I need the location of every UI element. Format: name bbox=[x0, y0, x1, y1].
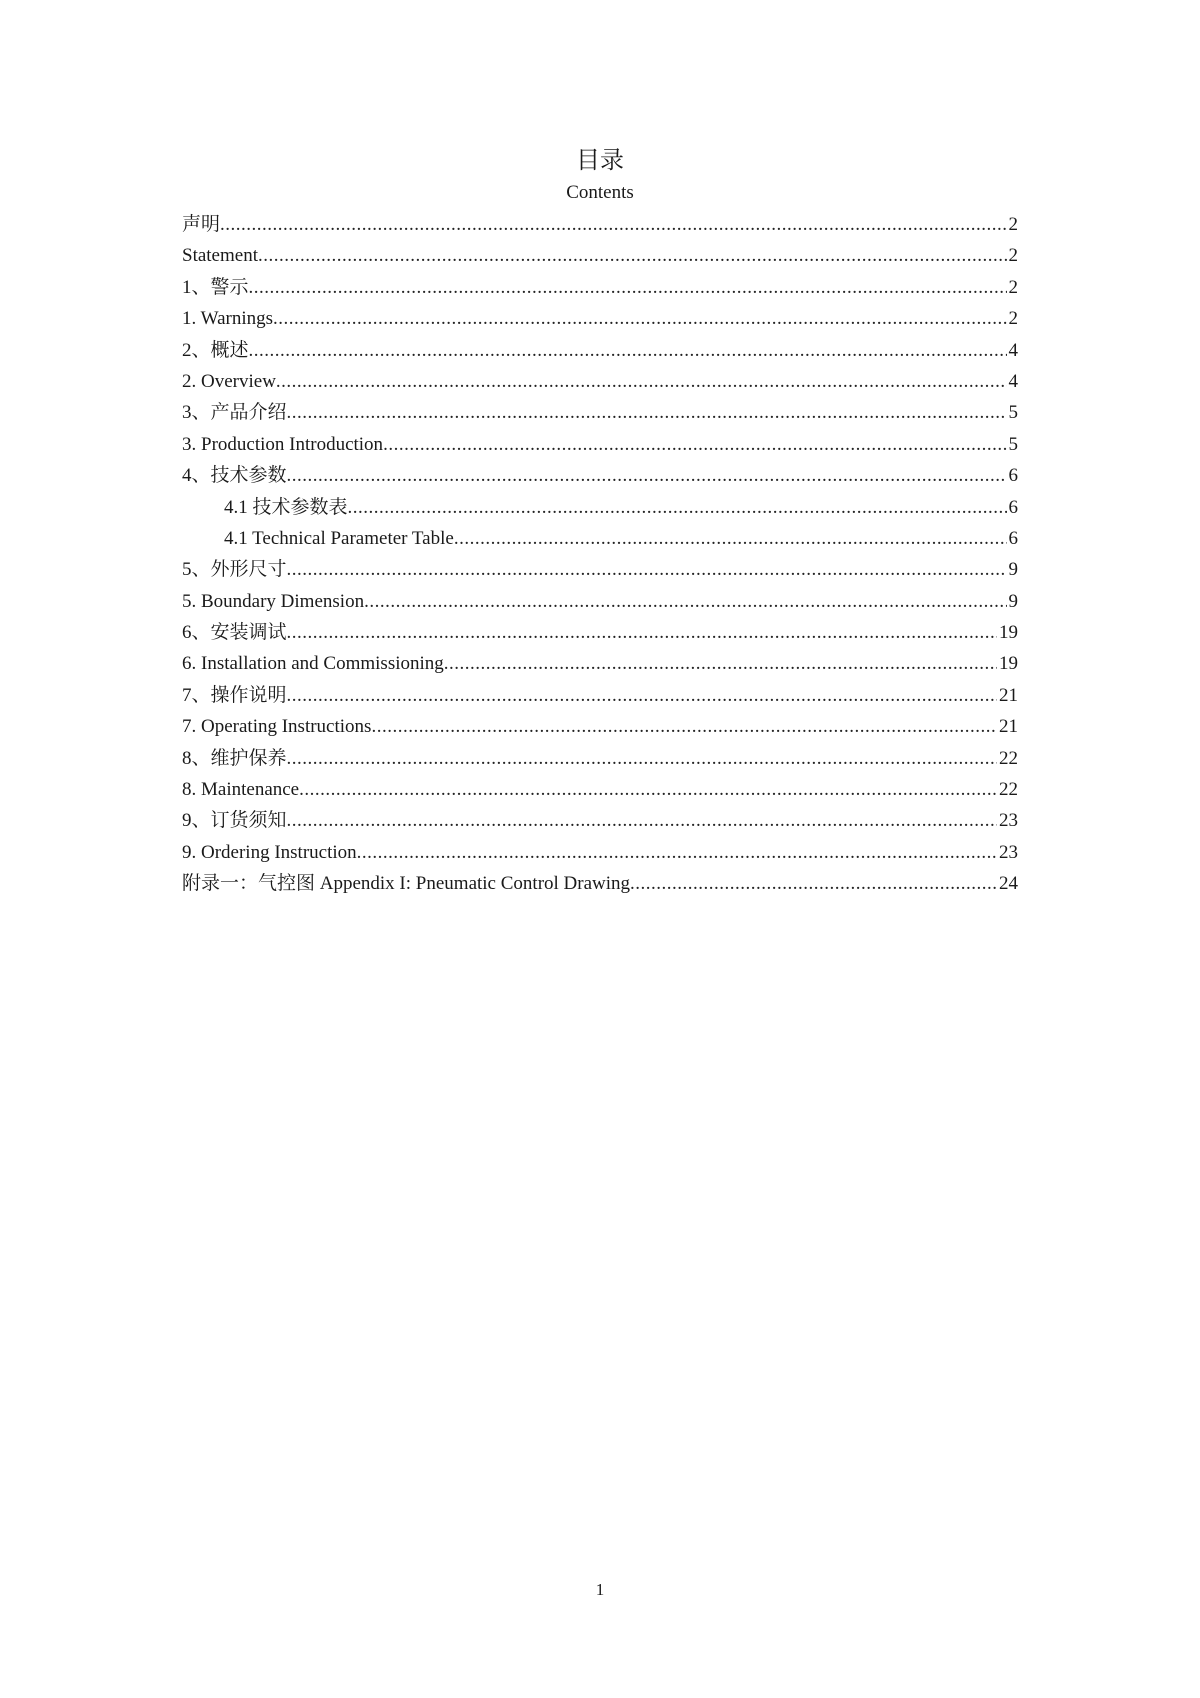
toc-dot-leader bbox=[287, 462, 1007, 490]
toc-entry[interactable] bbox=[182, 650, 1018, 681]
toc-entry[interactable] bbox=[182, 399, 1018, 430]
toc-entry[interactable] bbox=[182, 274, 1018, 305]
toc-entry-label: 7、操作说明 bbox=[182, 684, 287, 706]
toc-entry[interactable] bbox=[182, 242, 1018, 273]
toc-entry-page: 23 bbox=[999, 810, 1018, 832]
toc-entry[interactable] bbox=[182, 337, 1018, 368]
toc-entry[interactable] bbox=[182, 211, 1018, 242]
toc-entry-label: 9、订货须知 bbox=[182, 810, 287, 832]
toc-entry-page: 4 bbox=[1008, 370, 1018, 392]
toc-entry[interactable] bbox=[182, 556, 1018, 587]
toc-dot-leader bbox=[630, 870, 997, 898]
toc-entry-label: 8. Maintenance bbox=[182, 779, 300, 801]
toc-entry-page: 9 bbox=[1008, 559, 1018, 581]
toc-entry-label: 2、概述 bbox=[182, 339, 249, 361]
toc-entry-page: 21 bbox=[999, 716, 1018, 738]
toc-dot-leader bbox=[357, 839, 997, 867]
toc-entry-label: 3. Production Introduction bbox=[182, 433, 384, 455]
toc-entry[interactable] bbox=[182, 839, 1018, 870]
toc-entry-page: 4 bbox=[1008, 339, 1018, 361]
table-of-contents bbox=[182, 211, 1018, 902]
page-title-cn: 目录 bbox=[576, 148, 624, 174]
toc-dot-leader bbox=[287, 807, 997, 835]
toc-entry-page: 19 bbox=[999, 622, 1018, 644]
toc-dot-leader bbox=[276, 368, 1007, 396]
toc-entry[interactable] bbox=[182, 431, 1018, 462]
toc-entry-label: 8、维护保养 bbox=[182, 747, 287, 769]
toc-entry-page: 19 bbox=[999, 653, 1018, 675]
toc-entry[interactable] bbox=[182, 870, 1018, 901]
toc-entry-page: 6 bbox=[1008, 496, 1018, 518]
toc-entry-label: 5、外形尺寸 bbox=[182, 559, 287, 581]
toc-entry[interactable] bbox=[182, 776, 1018, 807]
toc-entry[interactable] bbox=[182, 588, 1018, 619]
toc-dot-leader bbox=[287, 682, 997, 710]
toc-entry-label: 声明 bbox=[182, 214, 221, 235]
toc-entry-page: 22 bbox=[999, 779, 1018, 801]
toc-entry-page: 2 bbox=[1008, 245, 1018, 267]
toc-entry-label: 2. Overview bbox=[182, 370, 276, 392]
toc-dot-leader bbox=[287, 556, 1007, 584]
toc-dot-leader bbox=[220, 211, 1006, 239]
toc-entry-label: 4.1 技术参数表 bbox=[224, 496, 348, 518]
toc-entry-page: 6 bbox=[1008, 527, 1018, 549]
toc-entry-page: 23 bbox=[999, 841, 1018, 863]
toc-entry[interactable] bbox=[182, 368, 1018, 399]
toc-entry-label: 6、安装调试 bbox=[182, 622, 287, 644]
toc-entry-page: 21 bbox=[999, 684, 1018, 706]
toc-dot-leader bbox=[364, 588, 1006, 616]
toc-entry[interactable] bbox=[182, 494, 1018, 525]
toc-dot-leader bbox=[383, 431, 1006, 459]
toc-entry[interactable] bbox=[182, 525, 1018, 556]
toc-entry-page: 24 bbox=[999, 873, 1018, 895]
toc-entry-page: 5 bbox=[1008, 402, 1018, 424]
toc-entry[interactable] bbox=[182, 807, 1018, 838]
toc-entry[interactable] bbox=[182, 713, 1018, 744]
toc-dot-leader bbox=[249, 337, 1007, 365]
toc-entry-label: 9. Ordering Instruction bbox=[182, 841, 357, 863]
toc-entry-page: 2 bbox=[1008, 308, 1018, 330]
toc-entry-label: 4、技术参数 bbox=[182, 465, 287, 487]
toc-entry-label: 1、警示 bbox=[182, 276, 249, 298]
toc-entry-page: 2 bbox=[1008, 214, 1018, 235]
toc-entry-page: 2 bbox=[1008, 276, 1018, 298]
page-number: 1 bbox=[595, 1580, 605, 1599]
toc-entry[interactable] bbox=[182, 305, 1018, 336]
toc-entry-page: 6 bbox=[1008, 465, 1018, 487]
toc-entry-page: 22 bbox=[999, 747, 1018, 769]
toc-dot-leader bbox=[287, 399, 1007, 427]
toc-dot-leader bbox=[249, 274, 1007, 302]
toc-entry[interactable] bbox=[182, 745, 1018, 776]
toc-dot-leader bbox=[258, 242, 1007, 270]
toc-entry-page: 9 bbox=[1008, 590, 1018, 612]
toc-dot-leader bbox=[371, 713, 997, 741]
toc-dot-leader bbox=[273, 305, 1006, 333]
toc-entry-label: 1. Warnings bbox=[182, 308, 274, 330]
toc-entry-label: 3、产品介绍 bbox=[182, 402, 287, 424]
toc-dot-leader bbox=[454, 525, 1007, 553]
page-title-en: Contents bbox=[566, 182, 634, 203]
toc-entry-label: 7. Operating Instructions bbox=[182, 716, 372, 738]
toc-dot-leader bbox=[444, 650, 997, 678]
toc-dot-leader bbox=[287, 619, 997, 647]
toc-entry[interactable] bbox=[182, 619, 1018, 650]
toc-entry[interactable] bbox=[182, 462, 1018, 493]
toc-entry-label: Statement bbox=[182, 245, 258, 267]
toc-entry-label: 附录一：气控图 Appendix I: Pneumatic Control Drawing bbox=[182, 873, 631, 895]
toc-dot-leader bbox=[287, 745, 997, 773]
toc-entry-label: 6. Installation and Commissioning bbox=[182, 653, 444, 675]
toc-dot-leader bbox=[348, 494, 1007, 522]
toc-dot-leader bbox=[299, 776, 997, 804]
toc-entry-label: 4.1 Technical Parameter Table bbox=[224, 527, 454, 549]
toc-entry-label: 5. Boundary Dimension bbox=[182, 590, 365, 612]
toc-entry[interactable] bbox=[182, 682, 1018, 713]
toc-entry-page: 5 bbox=[1008, 433, 1018, 455]
